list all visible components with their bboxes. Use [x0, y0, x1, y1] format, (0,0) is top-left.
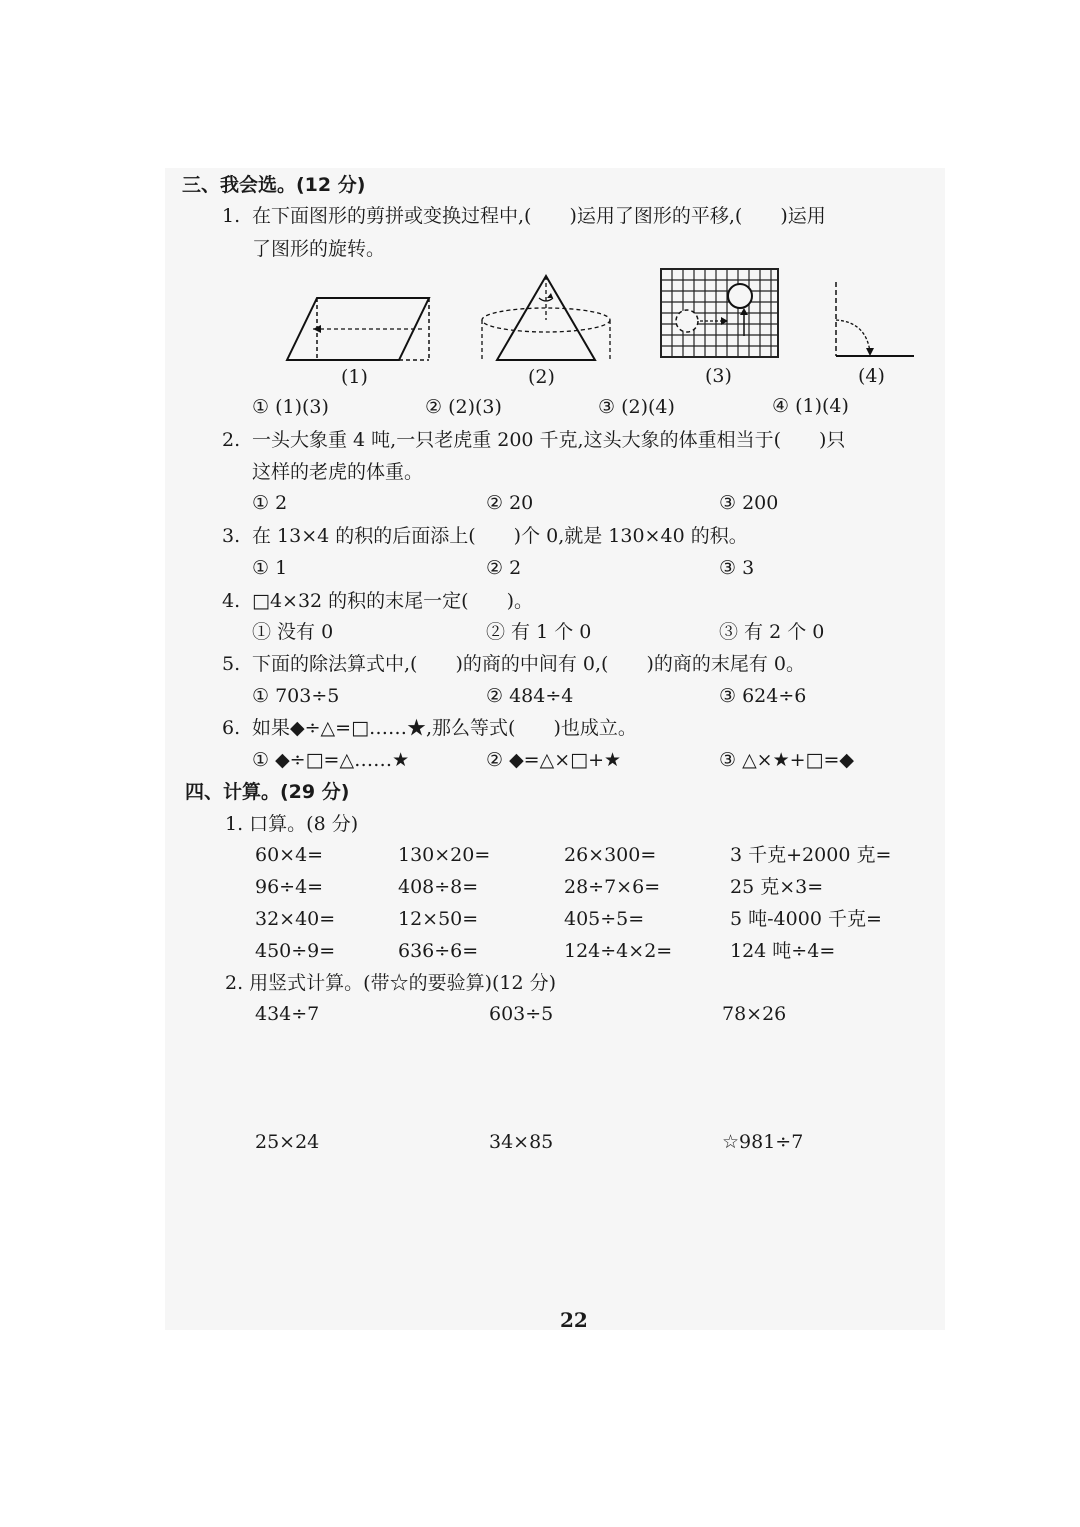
q2-line1: 一头大象重 4 吨,一只老虎重 200 千克,这头大象的体重相当于( )只 [252, 429, 846, 451]
oral-item: 60×4= [255, 844, 324, 866]
q3-option-3: ③ 3 [719, 557, 755, 579]
q2-option-3: ③ 200 [719, 492, 779, 514]
oral-item: 3 千克+2000 克= [730, 844, 892, 866]
q6-text: 如果◆÷△=□……★,那么等式( )也成立。 [252, 717, 637, 739]
q1-line2: 了图形的旋转。 [252, 238, 386, 260]
q1-option-3: ③ (2)(4) [598, 396, 675, 418]
figure-grid-circle [658, 266, 782, 362]
oral-item: 405÷5= [564, 908, 645, 930]
q6-number: 6. [222, 717, 241, 739]
q2-line2: 这样的老虎的体重。 [252, 461, 424, 483]
q4-number: 4. [222, 590, 241, 612]
figure-label-3: (3) [705, 365, 732, 387]
oral-calc-title: 1. 口算。(8 分) [225, 813, 359, 835]
q1-line1: 在下面图形的剪拼或变换过程中,( )运用了图形的平移,( )运用 [252, 205, 826, 227]
figure-label-1: (1) [341, 366, 368, 388]
oral-item: 124 吨÷4= [730, 940, 836, 962]
oral-item: 25 克×3= [730, 876, 824, 898]
q5-number: 5. [222, 653, 241, 675]
vertical-item: 78×26 [722, 1003, 787, 1025]
oral-item: 96÷4= [255, 876, 324, 898]
figure-rotation [832, 280, 918, 360]
q2-number: 2. [222, 429, 241, 451]
q6-option-1: ① ◆÷□=△……★ [252, 749, 410, 771]
oral-item: 130×20= [398, 844, 491, 866]
q6-option-3: ③ △×★+□=◆ [719, 749, 855, 771]
q1-option-2: ② (2)(3) [425, 396, 502, 418]
vertical-item: 25×24 [255, 1131, 320, 1153]
q3-text: 在 13×4 的积的后面添上( )个 0,就是 130×40 的积。 [252, 525, 748, 547]
q2-option-1: ① 2 [252, 492, 288, 514]
q1-number: 1. [222, 205, 241, 227]
oral-item: 32×40= [255, 908, 336, 930]
q2-option-2: ② 20 [486, 492, 534, 514]
q5-option-3: ③ 624÷6 [719, 685, 807, 707]
q4-text: □4×32 的积的末尾一定( )。 [252, 590, 534, 612]
q4-option-2: ② 有 1 个 0 [486, 621, 592, 643]
figure-parallelogram [283, 292, 435, 364]
q1-option-4: ④ (1)(4) [772, 395, 849, 417]
oral-item: 28÷7×6= [564, 876, 661, 898]
figure-label-4: (4) [858, 365, 885, 387]
vertical-calc-title: 2. 用竖式计算。(带☆的要验算)(12 分) [225, 972, 557, 994]
oral-item: 124÷4×2= [564, 940, 673, 962]
q6-option-2: ② ◆=△×□+★ [486, 749, 622, 771]
vertical-item: 603÷5 [489, 1003, 554, 1025]
q5-option-1: ① 703÷5 [252, 685, 340, 707]
oral-item: 26×300= [564, 844, 657, 866]
q4-option-1: ① 没有 0 [252, 621, 334, 643]
q5-option-2: ② 484÷4 [486, 685, 574, 707]
figure-label-2: (2) [528, 366, 555, 388]
oral-item: 12×50= [398, 908, 479, 930]
oral-item: 408÷8= [398, 876, 479, 898]
vertical-item: 434÷7 [255, 1003, 320, 1025]
q4-option-3: ③ 有 2 个 0 [719, 621, 825, 643]
section-3-heading: 三、我会选。(12 分) [182, 174, 366, 196]
q5-text: 下面的除法算式中,( )的商的中间有 0,( )的商的末尾有 0。 [252, 653, 805, 675]
q1-option-1: ① (1)(3) [252, 396, 329, 418]
figure-triangle [477, 270, 617, 364]
oral-item: 5 吨-4000 千克= [730, 908, 882, 930]
oral-item: 636÷6= [398, 940, 479, 962]
vertical-item: 34×85 [489, 1131, 554, 1153]
q3-option-2: ② 2 [486, 557, 522, 579]
oral-item: 450÷9= [255, 940, 336, 962]
section-4-heading: 四、计算。(29 分) [185, 781, 350, 803]
q3-option-1: ① 1 [252, 557, 288, 579]
q3-number: 3. [222, 525, 241, 547]
page-number: 22 [560, 1308, 588, 1332]
vertical-item: ☆981÷7 [722, 1131, 804, 1153]
